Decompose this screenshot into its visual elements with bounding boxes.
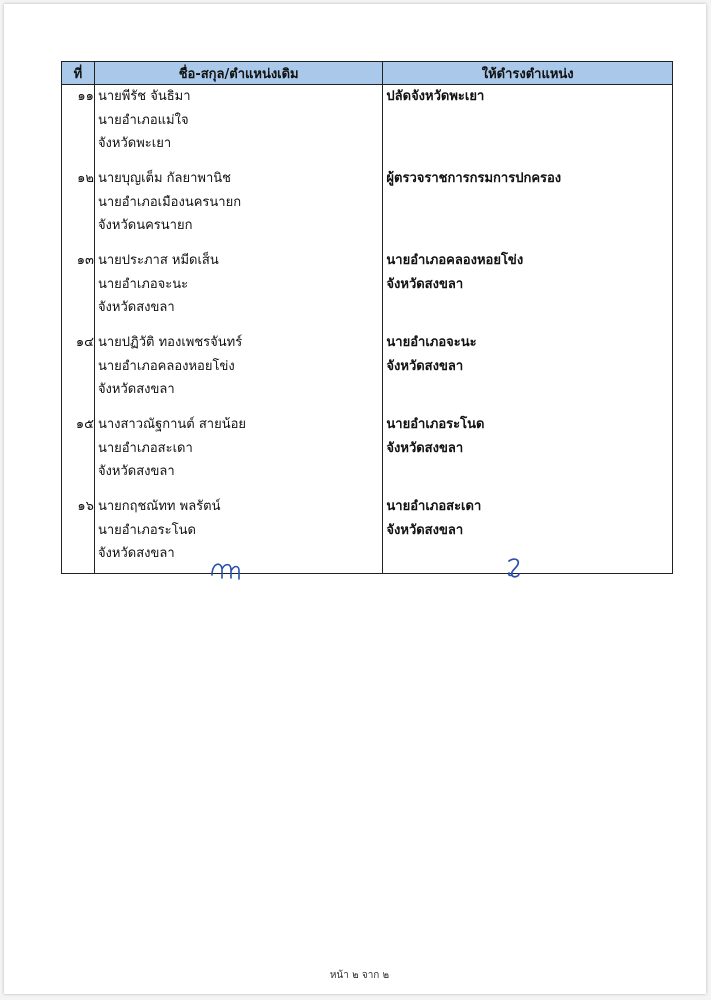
person-name: นายกฤชณัทท พลรัตน์: [97, 499, 221, 514]
person-name: นายปฏิวัติ ทองเพชรจันทร์: [97, 335, 243, 350]
header-number: ที่: [62, 62, 95, 85]
row-number: [62, 331, 95, 413]
table-row: [62, 167, 673, 249]
person-name: นายพีรัช จันธิมา: [97, 89, 191, 104]
table-row: [62, 413, 673, 495]
row-number-text: ๑๖: [77, 499, 94, 514]
row-number: [62, 85, 95, 168]
former-province: จังหวัดสงขลา: [97, 464, 175, 479]
former-position: นายอำเภอเมืองนครนายก: [97, 194, 242, 210]
appointment-table: [61, 61, 673, 574]
person-name: นายบุญเต็ม กัลยาพานิช: [97, 171, 231, 186]
row-number-text: ๑๓: [76, 253, 94, 268]
row-number-text: ๑๒: [77, 171, 94, 186]
header-new-position: ให้ดำรงตำแหน่ง: [383, 62, 673, 85]
row-number-text: ๑๕: [75, 417, 94, 432]
former-position-cell: [94, 85, 382, 168]
former-province: จังหวัดสงขลา: [97, 382, 175, 397]
row-number: [62, 249, 95, 331]
new-position: ผู้ตรวจราชการกรมการปกครอง: [386, 171, 562, 186]
former-position-cell: [94, 331, 382, 413]
new-province: จังหวัดสงขลา: [386, 276, 464, 292]
row-number: [62, 495, 95, 574]
table-header-row: [62, 62, 673, 85]
former-province: จังหวัดสงขลา: [97, 300, 175, 315]
former-position-cell: [94, 167, 382, 249]
new-position: นายอำเภอคลองหอยโข่ง: [386, 253, 524, 268]
row-number: [62, 413, 95, 495]
row-number-text: ๑๔: [75, 335, 94, 350]
table-row: [62, 495, 673, 574]
table-row: [62, 85, 673, 168]
row-number: [62, 167, 95, 249]
new-position: นายอำเภอระโนด: [386, 417, 485, 432]
new-position-cell: [383, 85, 673, 168]
former-position-cell: [94, 413, 382, 495]
person-name: นางสาวณัฐกานต์ สายน้อย: [97, 417, 247, 432]
new-province: จังหวัดสงขลา: [386, 358, 464, 374]
new-position-cell: [383, 167, 673, 249]
table-row: [62, 249, 673, 331]
new-position: ปลัดจังหวัดพะเยา: [386, 89, 485, 104]
former-position: นายอำเภอแม่ใจ: [97, 112, 189, 128]
former-position-cell: [94, 495, 382, 574]
initials-signature-left: [209, 557, 247, 581]
row-number-text: ๑๑: [77, 89, 94, 104]
former-position: นายอำเภอจะนะ: [97, 276, 189, 292]
new-position-cell: [383, 331, 673, 413]
former-province: จังหวัดสงขลา: [97, 546, 175, 561]
initials-signature-right: [503, 555, 527, 579]
new-province: [383, 109, 672, 133]
table-row: [62, 331, 673, 413]
new-province: จังหวัดสงขลา: [386, 522, 464, 538]
person-name: นายประภาส หมีดเส็น: [97, 253, 219, 268]
new-position-cell: [383, 495, 673, 574]
new-province: จังหวัดสงขลา: [386, 440, 464, 456]
new-position-cell: [383, 249, 673, 331]
former-position: นายอำเภอระโนด: [97, 522, 196, 538]
former-position: นายอำเภอคลองหอยโข่ง: [97, 358, 235, 374]
former-position: นายอำเภอสะเดา: [97, 440, 193, 456]
header-former-position: ชื่อ-สกุล/ตำแหน่งเดิม: [94, 62, 382, 85]
new-province: [383, 191, 672, 215]
former-province: จังหวัดพะเยา: [97, 136, 172, 151]
former-province: จังหวัดนครนายก: [97, 218, 193, 233]
document-page: [4, 4, 706, 994]
new-position-cell: [383, 413, 673, 495]
new-position: นายอำเภอสะเดา: [386, 499, 482, 514]
former-position-cell: [94, 249, 382, 331]
page-number: หน้า ๒ จาก ๒: [329, 970, 390, 981]
new-position: นายอำเภอจะนะ: [386, 335, 477, 350]
